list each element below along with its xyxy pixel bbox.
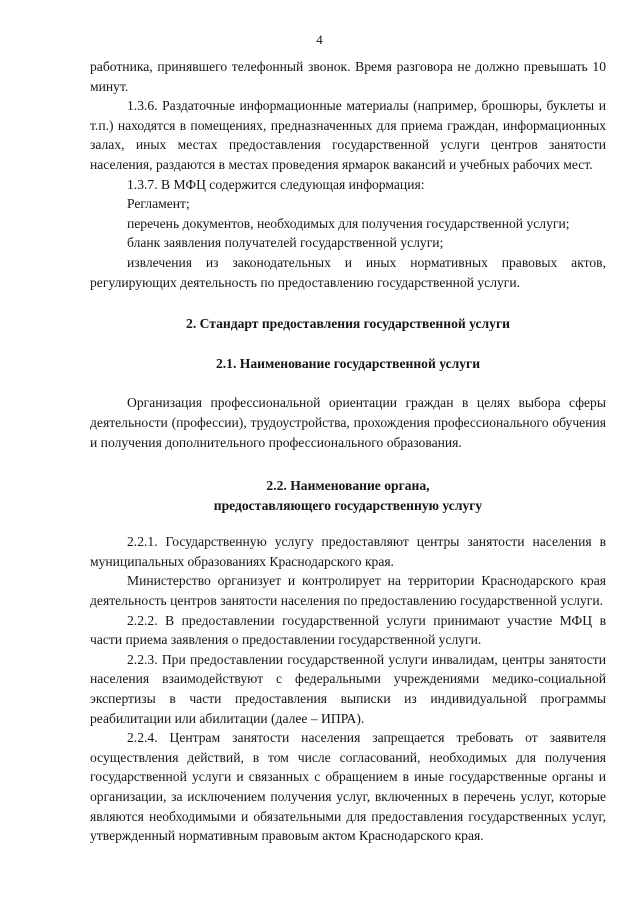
list-item-documents: перечень документов, необходимых для получения государственной услуги;	[127, 215, 570, 231]
paragraph-ministry: Министерство организует и контролирует на территории Краснодарского края деятельность центров занятости населения по предоставлению государственной услуги.	[90, 573, 606, 609]
paragraph-2-2-1: 2.2.1. Государственную услугу предоставляют центры занятости населения в муниципальных образованиях Краснодарского края.	[90, 534, 606, 569]
section-2-2-heading-line1: 2.2. Наименование органа,	[266, 478, 430, 494]
paragraph-continuation: работника, принявшего телефонный звонок. Время разговора не должно превышать 10 минут.	[90, 59, 606, 94]
section-2-2-heading-line2: предоставляющего государственную услугу	[213, 497, 483, 513]
list-item-application-form: бланк заявления получателей государственной услуги;	[127, 235, 444, 251]
paragraph-2-2-4: 2.2.4. Центрам занятости населения запрещается требовать от заявителя осуществления действий, в том числе согласований, необходимых для получения государственной услуги и связанных с обращением в иные государственные органы и организации, за исключением получения услуг, включенных в перечень услуг, которые являются необходимыми и обязательными для предоставления государственных услуг, утвержденный нормативным правовым актом Краснодарского края.	[90, 730, 606, 844]
list-item-legal-extracts: извлечения из законодательных и иных нормативных правовых актов, регулирующих деятельность по предоставлению государственной услуги.	[90, 254, 606, 290]
paragraph-2-2-3: 2.2.3. При предоставлении государственной услуги инвалидам, центры занятости населения взаимодействуют с федеральными учреждениями медико-социальной экспертизы в части предоставления выписки из индивидуальной программы реабилитации или абилитации (далее – ИПРА).	[90, 651, 606, 726]
section-2-1-heading: 2.1. Наименование государственной услуги	[215, 355, 481, 371]
paragraph-1-3-7: 1.3.7. В МФЦ содержится следующая информация:	[127, 176, 425, 192]
section-2-1-text: Организация профессиональной ориентации граждан в целях выбора сферы деятельности (профессии), трудоустройства, прохождения профессионального обучения и получения дополнительного профессионального образования.	[90, 395, 606, 450]
section-2-heading: 2. Стандарт предоставления государственной услуги	[186, 316, 510, 332]
section-2-2-heading	[90, 476, 606, 515]
paragraph-1-3-6: 1.3.6. Раздаточные информационные материалы (например, брошюры, буклеты и т.п.) находятся в помещениях, предназначенных для приема граждан, информационных залах, иных местах предоставления государственной услуги центров занятости населения, раздаются в местах проведения ярмарок вакансий и учебных рабочих мест.	[90, 98, 606, 172]
list-item-reglament: Регламент;	[127, 196, 190, 212]
document-body	[90, 57, 606, 846]
paragraph-2-2-2: 2.2.2. В предоставлении государственной услуги принимают участие МФЦ в части приема заявления о предоставлении государственной услуги.	[90, 612, 606, 648]
page-number: 4	[316, 32, 323, 47]
